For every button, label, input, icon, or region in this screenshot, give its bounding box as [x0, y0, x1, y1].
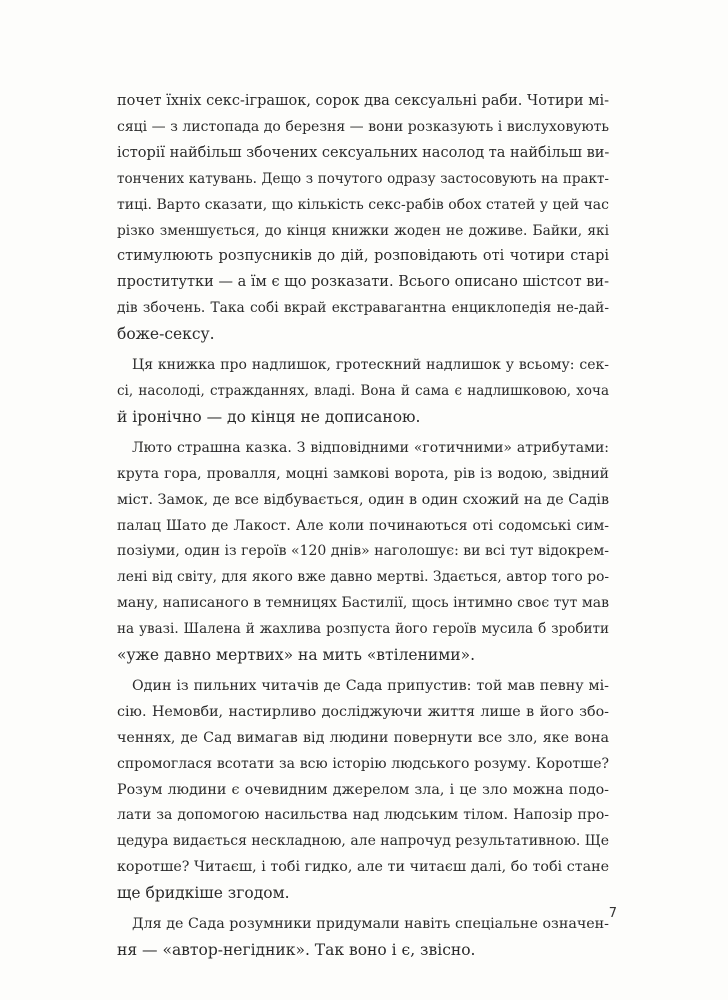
text-line: сі, насолоді, стражданнях, владі. Вона й сама є надлишковою, хоча: [117, 382, 609, 399]
text-line: палац Шато де Лакост. Але коли починаються оті содомські сим-: [117, 517, 609, 534]
text-line: ще бридкіше згодом.: [117, 884, 290, 903]
text-line: спромоглася всотати за всю історію людського розуму. Коротше?: [117, 755, 609, 772]
body-text: [117, 89, 609, 969]
text-line: Ця книжка про надлишок, гротескний надлишок у всьому: сек-: [132, 357, 609, 374]
text-line: стимулюють розпусників до дій, розповідають оті чотири старі: [117, 248, 609, 265]
paragraph: [117, 353, 609, 431]
text-line: Один із пильних читачів де Сада припустив: той мав певну мі-: [132, 677, 609, 694]
text-line: лати за допомогою насильства над людським тілом. Напозір про-: [117, 807, 609, 824]
text-line: коротше? Читаєш, і тобі гидко, але ти читаєш далі, бо тобі стане: [117, 859, 609, 876]
text-line: ня — «автор-негідник». Так воно і є, звісно.: [117, 941, 476, 959]
paragraph: [117, 674, 609, 907]
text-line: сію. Немовби, настирливо досліджуючи життя лише в його збо-: [117, 703, 609, 720]
text-line: почет їхніх секс-іграшок, сорок два сексуальні раби. Чотири мі-: [117, 93, 610, 109]
text-line: Розум людини є очевидним джерелом зла, і це зло можна подо-: [117, 781, 609, 798]
text-line: ману, написаного в темницях Бастилії, щось інтимно своє тут мав: [117, 595, 609, 612]
text-line: цедура видається нескладною, але напрочуд результативною. Ще: [117, 833, 610, 850]
text-line: крута гора, провалля, моцні замкові ворота, рів із водою, звідний: [117, 465, 609, 482]
text-line: сяці — з листопада до березня — вони розказують і вислуховують: [117, 118, 609, 135]
text-line: позіуми, один із героїв «120 днів» наголошує: ви всі тут відокрем-: [117, 543, 609, 560]
text-line: Люто страшна казка. З відповідними «готичними» атрибутами:: [132, 439, 609, 456]
text-line: тончених катувань. Дещо з почутого одразу застосовують на практ-: [117, 170, 609, 187]
text-line: Для де Сада розумники придумали навіть спеціальне означен-: [132, 916, 609, 933]
paragraph: [117, 436, 609, 669]
text-line: «уже давно мертвих» на мить «втіленими».: [117, 646, 476, 665]
text-line: на увазі. Шалена й жахлива розпуста його героїв мусила б зробити: [117, 621, 609, 638]
text-line: історії найбільш збочених сексуальних насолод та найбільш ви-: [117, 144, 610, 161]
text-line: дів збочень. Така собі вкрай екстравагантна енциклопедія не-дай-: [117, 300, 609, 317]
text-line: боже-сексу.: [117, 325, 215, 344]
text-line: й іронічно — до кінця не дописаною.: [117, 407, 421, 426]
text-line: проститутки — а їм є що розказати. Всього описано шістсот ви-: [117, 274, 609, 291]
text-line: ченнях, де Сад вимагав від людини повернути все зло, яке вона: [117, 729, 609, 746]
text-line: лені від світу, для якого вже давно мертві. Здається, автор того ро-: [117, 569, 609, 586]
paragraph: [117, 912, 609, 964]
text-line: міст. Замок, де все відбувається, один в один схожий на де Садів: [117, 491, 609, 508]
text-line: тиці. Варто сказати, що кількість секс-рабів обох статей у цей час: [117, 196, 609, 213]
paragraph: [117, 89, 609, 348]
text-line: різко зменшується, до кінця книжки жоден не доживе. Байки, які: [117, 222, 609, 239]
page-number: 7: [608, 906, 617, 921]
